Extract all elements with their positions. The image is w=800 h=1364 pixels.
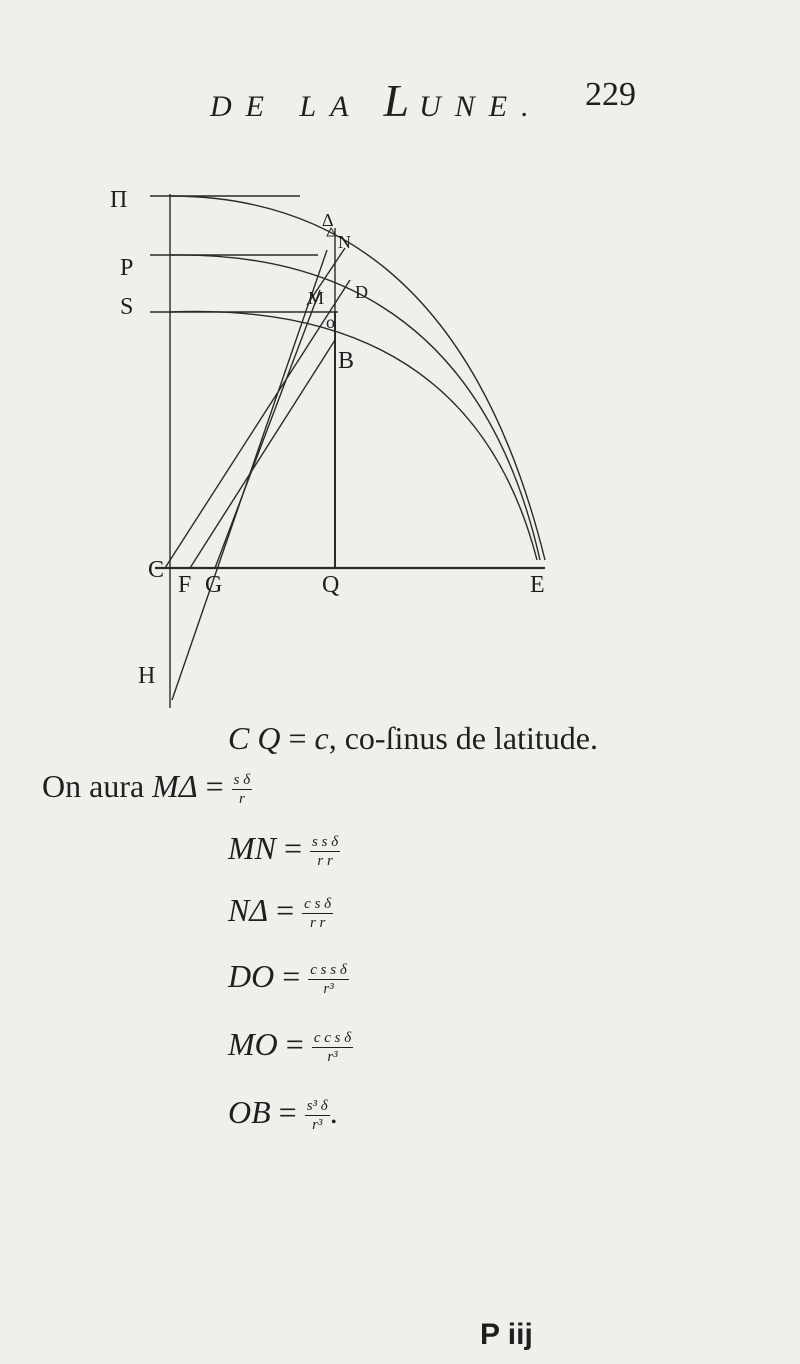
label-e: E: [530, 572, 545, 598]
label-b: B: [338, 348, 355, 374]
label-s: S: [120, 294, 134, 320]
m-delta-fraction: [232, 771, 253, 808]
equals-sign: =: [268, 892, 303, 928]
fraction-numerator: s³ δ: [306, 1098, 328, 1115]
running-head-big-letter: L: [383, 75, 420, 126]
line-gm: [215, 290, 320, 568]
fraction-numerator: s s δ: [312, 834, 339, 851]
label-d: D: [355, 282, 368, 302]
label-n: N: [338, 232, 351, 252]
fraction-numerator: c c s δ: [313, 1030, 352, 1047]
arc-outer: [170, 196, 545, 560]
period: .: [329, 1094, 338, 1130]
signature-mark: P iij: [480, 1318, 533, 1351]
line-b: [190, 340, 335, 568]
ob-lhs: OB: [228, 1094, 271, 1130]
fraction-numerator: c s s δ: [310, 962, 347, 979]
do-lhs: DO: [228, 958, 275, 994]
n-delta-lhs: NΔ: [228, 892, 269, 928]
label-o: o: [326, 312, 335, 332]
fraction-denominator: r³: [327, 1049, 338, 1066]
fraction-denominator: r: [239, 791, 245, 808]
cq-description: , co-ſinus de latitude.: [328, 720, 598, 756]
fraction-numerator: s δ: [233, 772, 251, 789]
intro-text: On aura: [42, 768, 153, 804]
label-g: G: [205, 572, 223, 598]
equals-sign: =: [197, 768, 232, 804]
label-m: M: [308, 288, 325, 308]
equals-sign: =: [277, 1026, 312, 1062]
running-head-part1: DE LA: [210, 90, 362, 123]
ob-line: [228, 1094, 338, 1134]
label-h: H: [138, 663, 156, 689]
m-delta-line: [42, 768, 252, 808]
mo-fraction: [312, 1029, 353, 1066]
label-delta: Δ: [322, 210, 334, 230]
equals-sign: =: [280, 720, 315, 756]
equals-sign: =: [270, 1094, 305, 1130]
mn-fraction: [310, 833, 340, 870]
label-q: Q: [322, 572, 340, 598]
mn-lhs: MN: [228, 830, 276, 866]
fraction-denominator: r³: [323, 981, 334, 998]
fraction-denominator: r³: [312, 1117, 323, 1134]
ob-fraction: [305, 1097, 330, 1134]
cq-lhs: C Q: [228, 720, 281, 756]
page-number: 229: [585, 76, 636, 113]
do-line: [228, 958, 349, 998]
label-p: P: [120, 255, 134, 281]
cq-definition-line: [228, 720, 598, 757]
cq-variable: c: [314, 720, 329, 756]
m-delta-lhs: MΔ: [152, 768, 198, 804]
mo-line: [228, 1026, 353, 1066]
label-c: C: [148, 557, 165, 583]
running-head-part2: UNE.: [419, 90, 543, 123]
n-delta-fraction: [302, 895, 333, 932]
equals-sign: =: [274, 958, 309, 994]
line-fd: [165, 280, 350, 568]
do-fraction: [308, 961, 349, 998]
mo-lhs: MO: [228, 1026, 278, 1062]
equals-sign: =: [276, 830, 311, 866]
fraction-denominator: r r: [309, 915, 326, 932]
mn-line: [228, 830, 340, 870]
label-f: F: [178, 572, 192, 598]
label-pi: Π: [110, 187, 128, 213]
n-delta-line: [228, 892, 333, 932]
fraction-numerator: c s δ: [304, 896, 332, 913]
fraction-denominator: r r: [317, 853, 333, 870]
